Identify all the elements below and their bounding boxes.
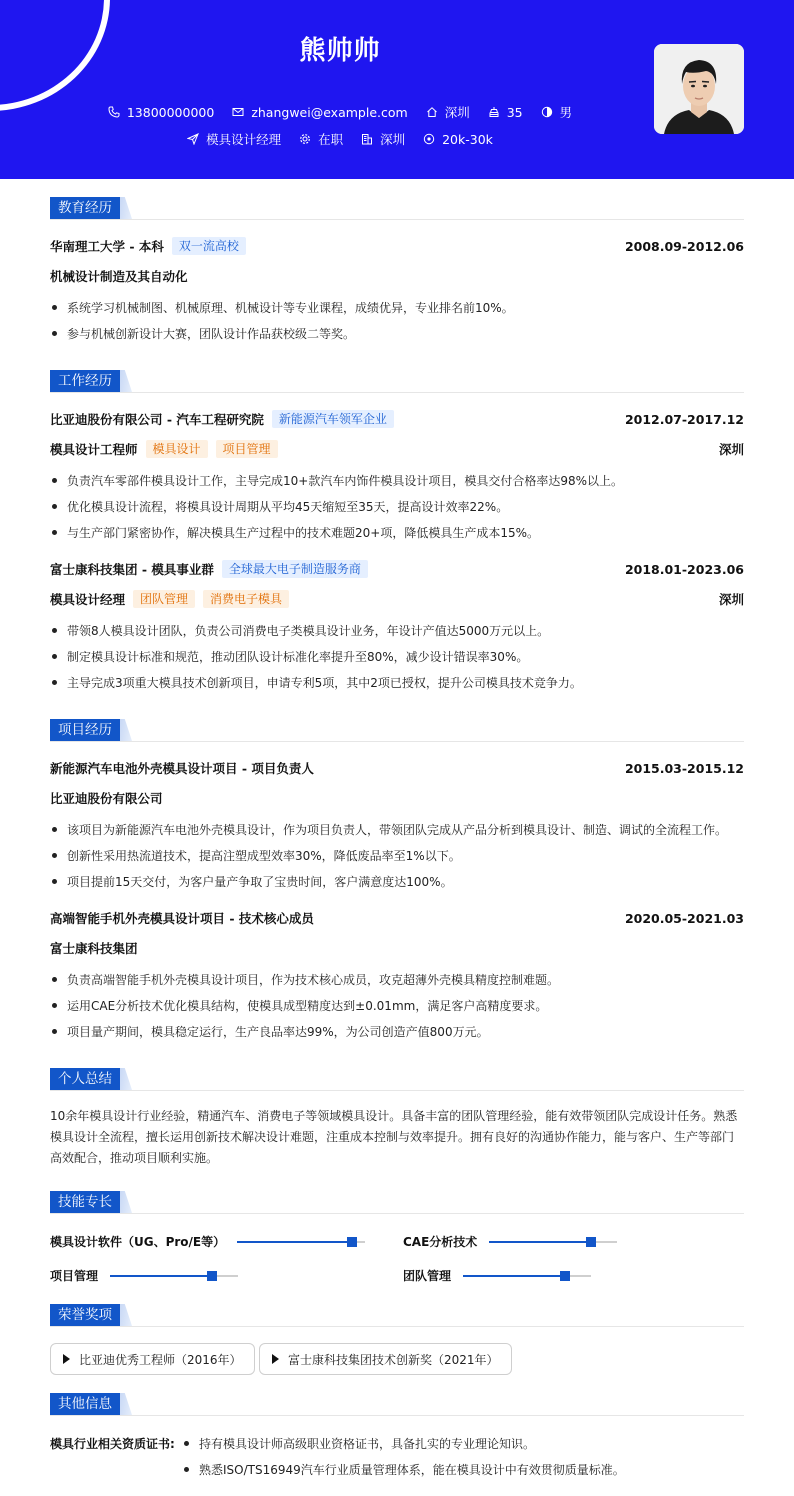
skill-name: 团队管理 [403,1269,452,1283]
skill-name: 项目管理 [50,1269,99,1283]
honor-item [259,1343,512,1375]
phone-icon [108,106,120,118]
project-org: 比亚迪股份有限公司 [50,791,163,806]
honor-text: 富士康科技集团技术创新奖（2021年） [288,1352,499,1367]
city-text: 深圳 [380,132,406,147]
major-row [50,267,744,285]
divider [50,219,744,220]
job-city: 深圳 [718,442,744,457]
job-city: 深圳 [718,592,744,607]
list-item: 熟悉ISO/TS16949汽车行业质量管理体系，能在模具设计中有效贯彻质量标准。 [182,1461,742,1478]
location-text: 深圳 [444,105,470,120]
role-tag: 消费电子模具 [203,590,289,608]
skill-fill [110,1275,212,1277]
school-tag: 双一流高校 [172,237,246,255]
contact-row [0,103,680,121]
list-item: 制定模具设计标准和规范，推动团队设计标准化率提升至80%，减少设计错误率30%。 [50,648,744,665]
phone-info [108,103,214,121]
triangle-right-icon [63,1354,70,1364]
divider [50,1090,744,1091]
job-period: 2018.01-2023.06 [624,561,744,577]
skill-knob [347,1237,357,1247]
divider [50,1213,744,1214]
divider [50,1415,744,1416]
status-info [299,130,343,148]
skill-bar [489,1241,617,1243]
salary-text: 20k-30k [442,131,493,147]
gender-text: 男 [559,105,573,120]
major-name: 机械设计制造及其自动化 [50,269,188,284]
section-title-honors [50,1304,132,1326]
certificate-label: 模具行业相关资质证书: [50,1437,175,1451]
divider [50,1326,744,1327]
section-label: 技能专长 [50,1191,120,1213]
salary-icon [423,133,435,145]
age-info [488,103,523,121]
section-label: 荣誉奖项 [50,1304,120,1326]
section-title-work [50,370,132,392]
list-item: 优化模具设计流程，将模具设计周期从平均45天缩短至35天，提高设计效率22%。 [50,498,744,515]
company-tag: 全球最大电子制造服务商 [222,560,368,578]
company-tag: 新能源汽车领军企业 [272,410,394,428]
intention-row [0,130,680,148]
project-org-row [50,789,744,807]
project-period: 2020.05-2021.03 [624,910,744,926]
profile-photo [654,44,744,134]
home-icon [426,106,438,118]
skill-knob [207,1271,217,1281]
list-item: 创新性采用热流道技术，提高注塑成型效率30%，降低废品率至1%以下。 [50,847,744,864]
list-item: 负责高端智能手机外壳模具设计项目，作为技术核心成员，攻克超薄外壳模具精度控制难题。 [50,971,744,988]
triangle-right-icon [272,1354,279,1364]
list-item: 项目提前15天交付，为客户量产争取了宝贵时间，客户满意度达100%。 [50,873,744,890]
job-header [50,560,744,578]
list-item: 持有模具设计师高级职业资格证书，具备扎实的专业理论知识。 [182,1435,742,1452]
section-title-summary [50,1068,132,1090]
education-header [50,237,744,255]
avatar-portrait [654,44,744,134]
divider [50,741,744,742]
project-header [50,909,744,927]
city-info [361,130,405,148]
summary-text: 10余年模具设计行业经验，精通汽车、消费电子等领域模具设计。具备丰富的团队管理经验，能有效带领团队完成设计任务。熟悉模具设计全流程，擅长运用创新技术解决设计难题，注重成本控制与效率提升。拥有良好的沟通协作能力，能与客户、生产等部门高效配合，推动项目顺利实施。 [50,1109,738,1165]
job-role-row [50,590,744,608]
list-item: 项目量产期间，模具稳定运行，生产良品率达99%，为公司创造产值800万元。 [50,1023,744,1040]
skill-fill [237,1241,352,1243]
project-period: 2015.03-2015.12 [624,760,744,776]
section-title-skills [50,1191,132,1213]
skill-name: 模具设计软件（UG、Pro/E等） [50,1235,226,1249]
role-tag: 项目管理 [216,440,278,458]
school-name: 华南理工大学 - 本科 [50,239,164,254]
section-label: 其他信息 [50,1393,120,1415]
gender-info [541,103,573,121]
skill-bar [110,1275,238,1277]
age-icon [488,106,500,118]
age-text: 35 [506,104,523,120]
education-period: 2008.09-2012.06 [624,238,744,254]
list-item: 该项目为新能源汽车电池外壳模具设计，作为项目负责人，带领团队完成从产品分析到模具设计、制造、调试的全流程工作。 [50,821,744,838]
skill-fill [463,1275,565,1277]
section-label: 个人总结 [50,1068,120,1090]
skill-bar [463,1275,591,1277]
project-name: 新能源汽车电池外壳模具设计项目 - 项目负责人 [50,761,314,776]
gear-icon [299,133,311,145]
location-info [426,103,470,121]
skill-knob [586,1237,596,1247]
section-title-other [50,1393,132,1415]
mail-icon [232,106,244,118]
skill-name: CAE分析技术 [403,1235,478,1249]
skill-item [50,1233,365,1250]
skill-fill [489,1241,591,1243]
send-icon [187,133,199,145]
position-text: 模具设计经理 [206,132,282,147]
list-item: 主导完成3项重大模具技术创新项目，申请专利5项，其中2项已授权，提升公司模具技术竞争力。 [50,674,744,691]
position-info [187,130,281,148]
job-role: 模具设计工程师 [50,442,138,457]
honor-text: 比亚迪优秀工程师（2016年） [79,1352,242,1367]
divider [50,392,744,393]
list-item: 带领8人模具设计团队，负责公司消费电子类模具设计业务，年设计产值达5000万元以上。 [50,622,744,639]
building-icon [361,133,373,145]
job-role: 模具设计经理 [50,592,126,607]
skill-item [403,1233,617,1250]
project-header [50,759,744,777]
section-title-projects [50,719,132,741]
role-tag: 模具设计 [146,440,208,458]
section-label: 教育经历 [50,197,120,219]
skill-bar [237,1241,365,1243]
candidate-name: 熊帅帅 [299,36,381,66]
company-name: 富士康科技集团 - 模具事业群 [50,562,214,577]
job-header [50,410,744,428]
job-period: 2012.07-2017.12 [624,411,744,427]
project-org: 富士康科技集团 [50,941,138,956]
role-tag: 团队管理 [133,590,195,608]
phone-text: 13800000000 [126,104,215,120]
salary-info [423,130,493,148]
project-org-row [50,939,744,957]
honor-item [50,1343,255,1375]
section-label: 工作经历 [50,370,120,392]
project-name: 高端智能手机外壳模具设计项目 - 技术核心成员 [50,911,314,926]
company-name: 比亚迪股份有限公司 - 汽车工程研究院 [50,412,264,427]
status-text: 在职 [318,132,344,147]
list-item: 与生产部门紧密协作，解决模具生产过程中的技术难题20+项，降低模具生产成本15%。 [50,524,744,541]
list-item: 参与机械创新设计大赛，团队设计作品获校级二等奖。 [50,325,744,342]
job-role-row [50,440,744,458]
header-banner [0,0,794,179]
skill-item [403,1267,591,1284]
email-info [232,103,407,121]
list-item: 负责汽车零部件模具设计工作，主导完成10+款汽车内饰件模具设计项目，模具交付合格率达98%以上。 [50,472,744,489]
skill-knob [560,1271,570,1281]
skill-item [50,1267,238,1284]
list-item: 运用CAE分析技术优化模具结构，使模具成型精度达到±0.01mm，满足客户高精度要求。 [50,997,744,1014]
email-text: zhangwei@example.com [251,104,408,120]
list-item: 系统学习机械制图、机械原理、机械设计等专业课程，成绩优异，专业排名前10%。 [50,299,744,316]
gender-icon [541,106,553,118]
section-label: 项目经历 [50,719,120,741]
section-title-education [50,197,132,219]
